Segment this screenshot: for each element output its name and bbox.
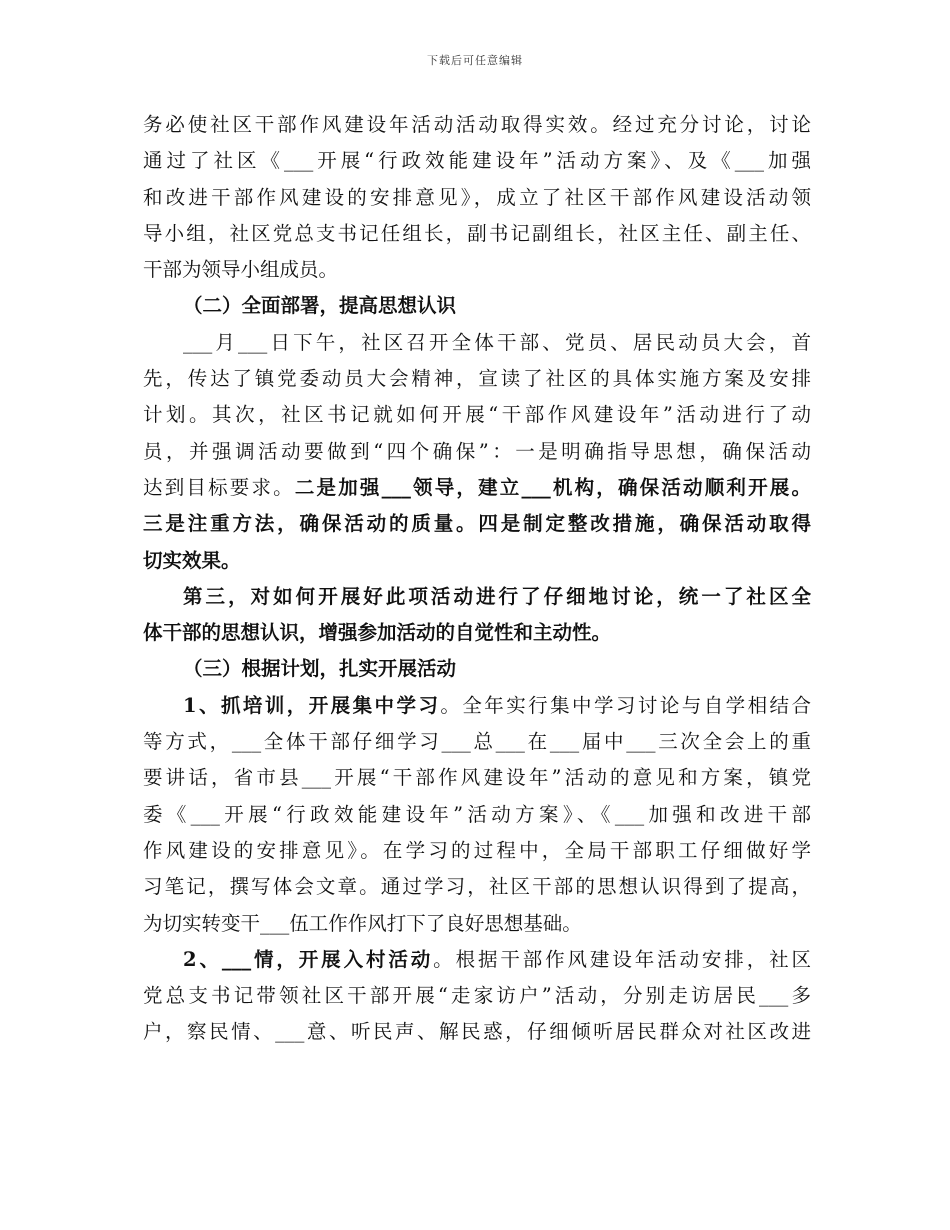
text-line: （二）全面部署，提高思想认识 bbox=[183, 294, 457, 318]
text-line: 委《___开展“行政效能建设年”活动方案》、《___加强和改进干部 bbox=[143, 802, 811, 826]
text-line bbox=[143, 688, 811, 724]
text-line: 第三，对如何开展好此项活动进行了仔细地讨论，统一了社区全 bbox=[183, 584, 811, 608]
text-line: 等方式，___全体干部仔细学习___总___在___届中___三次全会上的重 bbox=[143, 730, 811, 754]
text-line: 干部为领导小组成员。 bbox=[143, 258, 339, 282]
text-line: 党总支书记带领社区干部开展“走家访户”活动，分别走访居民___多 bbox=[143, 984, 811, 1008]
text-line: 为切实转变干___伍工作作风打下了良好思想基础。 bbox=[143, 911, 582, 935]
text-segment: 二是加强___领导，建立___机构，确保活动顺利开展。 bbox=[294, 475, 811, 499]
text-line bbox=[143, 942, 811, 978]
text-line: 先，传达了镇党委动员大会精神，宣读了社区的具体实施方案及安排 bbox=[143, 367, 811, 391]
text-line: 务必使社区干部作风建设年活动活动取得实效。经过充分讨论，讨论 bbox=[143, 113, 811, 136]
text-line: 三是注重方法，确保活动的质量。四是制定整改措施，确保活动取得 bbox=[143, 512, 811, 536]
page-header: 下载后可任意编辑 bbox=[427, 54, 523, 67]
text-segment: 达到目标要求。 bbox=[143, 475, 295, 499]
text-line: 员，并强调活动要做到“四个确保”：一是明确指导思想，确保活动 bbox=[143, 439, 811, 463]
text-line bbox=[143, 470, 811, 506]
text-line: ___月___日下午，社区召开全体干部、党员、居民动员大会，首 bbox=[183, 330, 811, 354]
text-line: 计划。其次，社区书记就如何开展“干部作风建设年”活动进行了动 bbox=[143, 403, 811, 427]
text-line: 户，察民情、___意、听民声、解民惑，仔细倾听居民群众对社区改进 bbox=[143, 1020, 811, 1044]
text-segment: 。根据干部作风建设年活动安排，社区 bbox=[433, 947, 811, 971]
text-line: 要讲话，省市县___开展“干部作风建设年”活动的意见和方案，镇党 bbox=[143, 766, 811, 790]
text-line: 通过了社区《___开展“行政效能建设年”活动方案》、及《___加强 bbox=[143, 149, 811, 173]
text-segment: 2、___情，开展入村活动 bbox=[183, 947, 434, 971]
text-line: （三）根据计划，扎实开展活动 bbox=[183, 657, 457, 681]
text-line: 习笔记，撰写体会文章。通过学习，社区干部的思想认识得到了提高， bbox=[143, 875, 811, 899]
text-segment: 1、抓培训，开展集中学习 bbox=[183, 693, 441, 717]
text-line: 体干部的思想认识，增强参加活动的自觉性和主动性。 bbox=[143, 621, 612, 645]
document-body bbox=[143, 107, 811, 1051]
text-line: 作风建设的安排意见》。在学习的过程中，全局干部职工仔细做好学 bbox=[143, 838, 811, 862]
text-line: 和改进干部作风建设的安排意见》，成立了社区干部作风建设活动领 bbox=[143, 185, 811, 209]
text-segment: 。全年实行集中学习讨论与自学相结合 bbox=[440, 693, 811, 717]
text-line: 导小组，社区党总支书记任组长，副书记副组长，社区主任、副主任、 bbox=[143, 221, 811, 245]
text-line: 切实效果。 bbox=[143, 548, 241, 572]
